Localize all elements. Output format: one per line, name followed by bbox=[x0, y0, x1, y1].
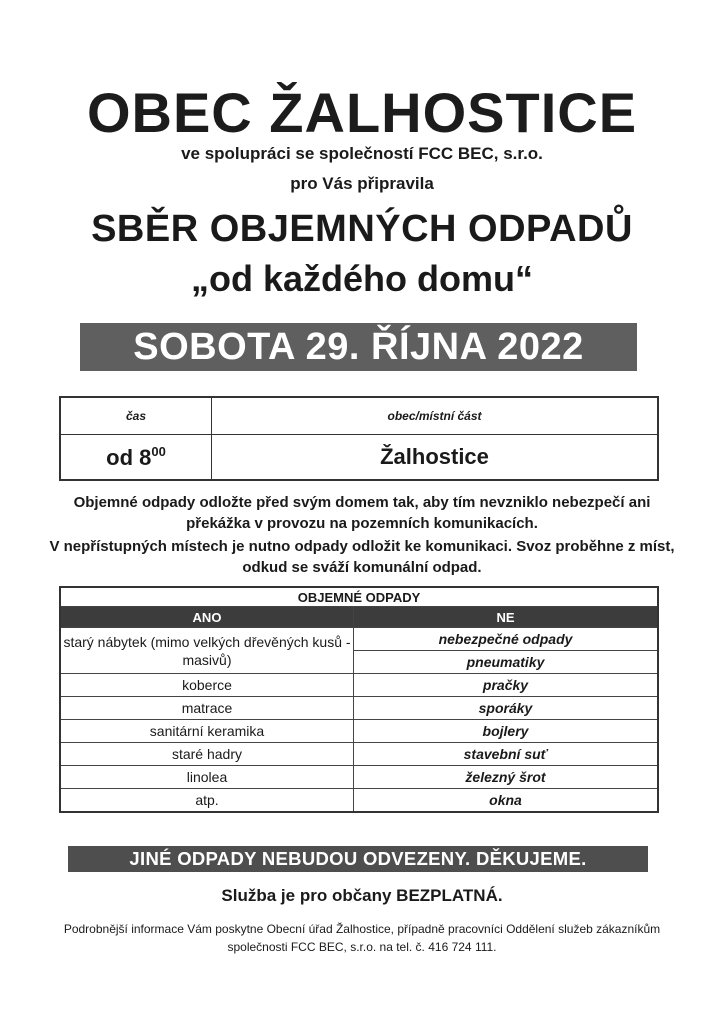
schedule-header-time: čas bbox=[60, 397, 212, 435]
waste-header-yes: ANO bbox=[60, 607, 354, 628]
cooperation-line: ve spolupráci se společností FCC BEC, s.r.o. bbox=[181, 144, 543, 163]
waste-yes-item: koberce bbox=[60, 674, 354, 697]
free-service-note: Služba je pro občany BEZPLATNÁ. bbox=[221, 886, 503, 905]
schedule-place: Žalhostice bbox=[212, 435, 659, 481]
waste-yes-item: linolea bbox=[60, 766, 354, 789]
contact-info: Podrobnější informace Vám poskytne Obecní úřad Žalhostice, případně pracovníci Oddělení služeb zákazníkům společnosti FCC BEC, s.r.o. na tel. č. 416 724 111. bbox=[63, 922, 661, 954]
date-banner: SOBOTA 29. ŘÍJNA 2022 bbox=[80, 323, 637, 371]
waste-no-item: pneumatiky bbox=[354, 651, 659, 674]
schedule-table bbox=[59, 396, 659, 481]
waste-yes-item: atp. bbox=[60, 789, 354, 813]
waste-no-item: bojlery bbox=[354, 720, 659, 743]
waste-no-item: stavební suť bbox=[354, 743, 659, 766]
waste-no-item: železný šrot bbox=[354, 766, 659, 789]
instruction-paragraph-1: Objemné odpady odložte před svým domem tak, aby tím nevzniklo nebezpečí ani překážka v provozu na pozemních komunikacích. bbox=[73, 494, 651, 532]
instruction-paragraph-2: V nepřístupných místech je nutno odpady odložit ke komunikaci. Svoz proběhne z míst, odkud se sváží komunální odpad. bbox=[49, 538, 675, 576]
schedule-header-place: obec/místní část bbox=[212, 397, 659, 435]
waste-header-no: NE bbox=[354, 607, 659, 628]
waste-table-caption: OBJEMNÉ ODPADY bbox=[60, 587, 658, 607]
schedule-time-minutes: 00 bbox=[151, 443, 166, 459]
waste-yes-item: staré hadry bbox=[60, 743, 354, 766]
prepared-line: pro Vás připravila bbox=[290, 174, 434, 193]
page-title: OBEC ŽALHOSTICE bbox=[86, 81, 638, 144]
schedule-time bbox=[60, 435, 212, 481]
schedule-time-main: od 8 bbox=[106, 444, 152, 470]
waste-no-item: nebezpečné odpady bbox=[354, 628, 659, 651]
main-heading: SBĚR OBJEMNÝCH ODPADŮ bbox=[91, 208, 633, 250]
bottom-banner: JINÉ ODPADY NEBUDOU ODVEZENY. DĚKUJEME. bbox=[68, 846, 648, 872]
waste-no-item: okna bbox=[354, 789, 659, 813]
waste-no-item: pračky bbox=[354, 674, 659, 697]
subheading: „od každého domu“ bbox=[191, 258, 533, 299]
waste-yes-item: sanitární keramika bbox=[60, 720, 354, 743]
waste-no-item: sporáky bbox=[354, 697, 659, 720]
waste-yes-item: starý nábytek (mimo velkých dřevěných kusů - masivů) bbox=[60, 628, 354, 674]
waste-table bbox=[59, 586, 659, 813]
waste-yes-item: matrace bbox=[60, 697, 354, 720]
